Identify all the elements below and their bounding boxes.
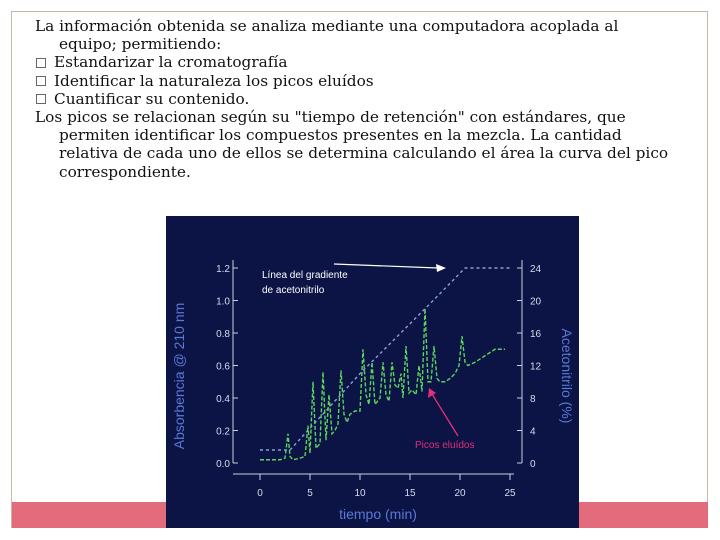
- y-tick-label: 0.4: [216, 394, 230, 405]
- x-tick-label: 20: [454, 488, 466, 499]
- gradient-annotation-label: Línea del gradiente: [262, 270, 348, 281]
- gradient-annotation-label: de acetonitrilo: [262, 285, 325, 296]
- chromatogram-chart: [166, 216, 579, 528]
- y2-axis-label: Acetonitrilo (%): [559, 328, 575, 424]
- gradient-annotation-arrow: [334, 264, 438, 268]
- y2-tick-label: 8: [530, 394, 536, 405]
- y2-tick-label: 4: [530, 426, 536, 438]
- bullet-box-icon: [36, 94, 46, 104]
- absorbance-trace: [260, 309, 505, 460]
- y2-tick-label: 0: [530, 459, 536, 470]
- bullet-box-icon: [36, 76, 46, 86]
- x-axis-label: tiempo (min): [339, 506, 417, 522]
- arrowhead-icon: [428, 388, 436, 398]
- x-tick-label: 5: [307, 488, 313, 499]
- bullet-item: [35, 72, 675, 90]
- y-tick-label: 0.6: [216, 361, 230, 373]
- bullet-item: [35, 90, 675, 108]
- chromatogram-svg: [166, 216, 579, 528]
- peaks-annotation-arrow: [432, 394, 458, 436]
- y-tick-label: 0.0: [216, 459, 230, 470]
- paragraph-1: La información obtenida se analiza mediante una computadora acoplada al equipo; permitiendo:: [35, 17, 619, 54]
- y-tick-label: 1.2: [216, 264, 230, 275]
- y2-tick-label: 16: [530, 329, 542, 340]
- paragraph-2: Los picos se relacionan según su "tiempo de retención" con estándares, que permiten identificar los compuestos presentes en la mezcla. La cantidad relativa de cada uno de ellos se determina calculando el área la curva del pico correspondiente.: [35, 108, 669, 181]
- bullet-item: [35, 53, 675, 71]
- x-tick-label: 25: [504, 488, 516, 499]
- bullet-text: Cuantificar su contenido.: [54, 89, 250, 108]
- y2-tick-label: 12: [530, 361, 542, 373]
- x-tick-label: 10: [354, 488, 366, 499]
- y-tick-label: 1.0: [216, 296, 230, 308]
- bullet-box-icon: [36, 58, 46, 68]
- peaks-annotation-label: Picos eluídos: [415, 440, 475, 451]
- x-tick-label: 0: [257, 488, 263, 499]
- y2-tick-label: 20: [530, 296, 542, 308]
- arrowhead-icon: [436, 264, 446, 272]
- y-tick-label: 0.2: [216, 426, 230, 438]
- slide-text: [35, 17, 675, 181]
- y-axis-label: Absorbencia @ 210 nm: [171, 302, 187, 450]
- bullet-text: Estandarizar la cromatografía: [54, 53, 288, 72]
- x-tick-label: 15: [404, 488, 416, 499]
- y2-tick-label: 24: [530, 264, 542, 275]
- bullet-text: Identificar la naturaleza los picos eluídos: [54, 71, 374, 90]
- y-tick-label: 0.8: [216, 329, 230, 340]
